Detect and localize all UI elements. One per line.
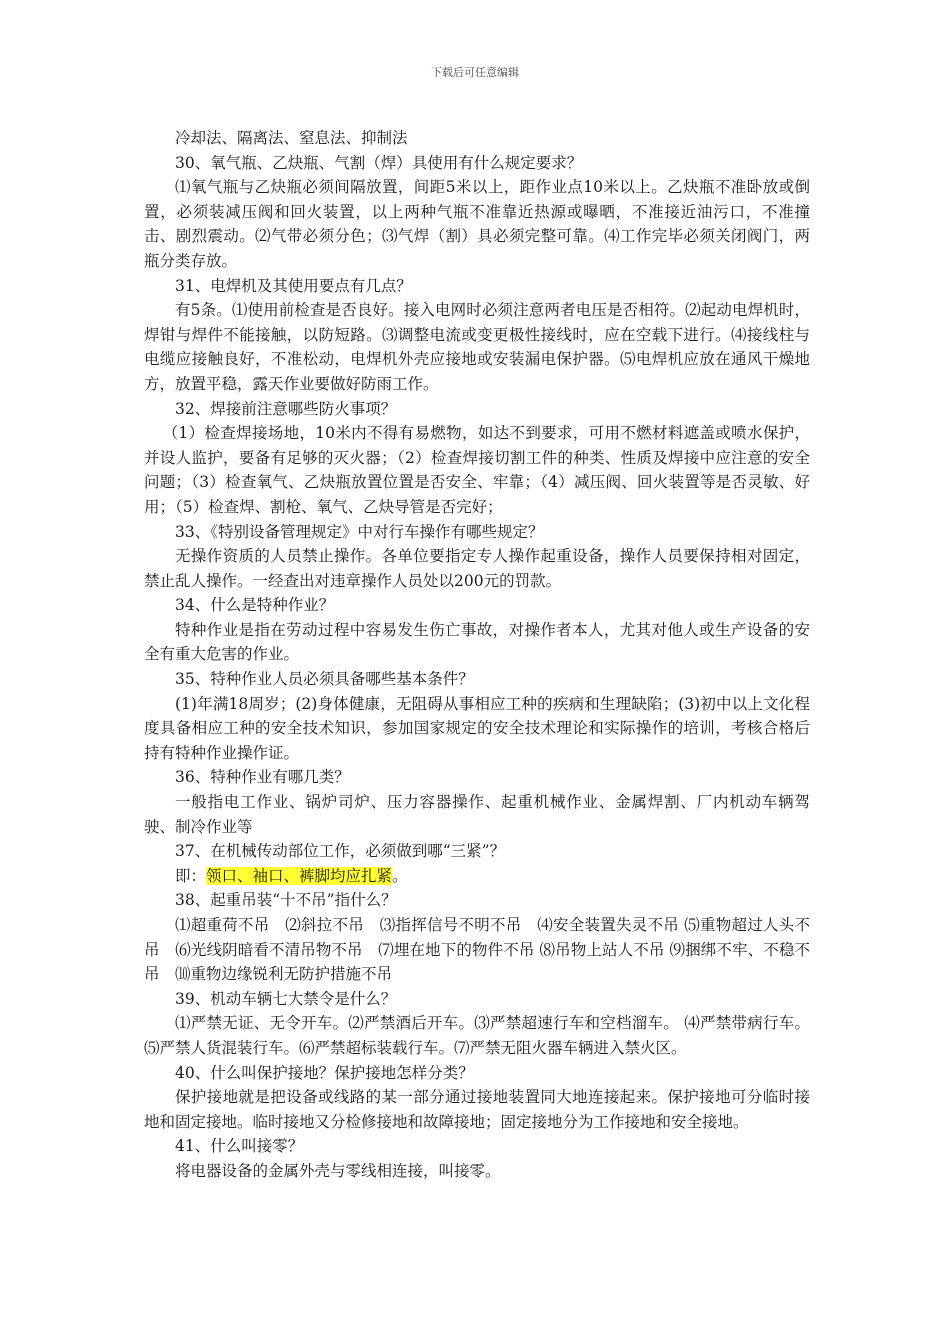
question-36: 36、特种作业有哪几类？ [175,768,350,787]
question-41: 41、什么叫接零？ [175,1137,304,1156]
question-35: 35、特种作业人员必须具备哪些基本条件？ [175,670,474,689]
answer-34: 特种作业是指在劳动过程中容易发生伤亡事故，对操作者本人，尤其对他人或生产设备的安全有重大危害的作业。 [144,620,810,664]
answer-38: ⑴超重荷不吊 ⑵斜拉不吊 ⑶指挥信号不明不吊 ⑷安全装置失灵不吊 ⑸重物超过人头不吊 ⑹光线阴暗看不清吊物不吊 ⑺埋在地下的物件不吊 ⑻吊物上站人不吊 ⑼捆绑不牢、不稳不吊 ⑽重物边缘锐利无防护措施不吊 [144,916,810,984]
answer-31: 有5条。⑴使用前检查是否良好。接入电网时必须注意两者电压是否相符。⑵起动电焊机时，焊钳与焊件不能接触，以防短路。⑶调整电流或变更极性接线时，应在空载下进行。⑷接线柱与电缆应接触良好，不准松动，电焊机外壳应接地或安装漏电保护器。⑸电焊机应放在通风干燥地方，放置平稳，露天作业要做好防雨工作。 [144,301,810,393]
answer-39: ⑴严禁无证、无令开车。⑵严禁酒后开车。⑶严禁超速行车和空档溜车。 ⑷严禁带病行车。⑸严禁人货混装行车。⑹严禁超标装载行车。⑺严禁无阻火器车辆进入禁火区。 [144,1014,810,1057]
question-34: 34、什么是特种作业？ [175,596,335,615]
answer-41: 将电器设备的金属外壳与零线相连接，叫接零。 [175,1161,501,1180]
question-33: 33、《特别设备管理规定》中对行车操作有哪些规定？ [175,522,544,541]
answer-37-suffix: 。 [392,866,408,885]
document-body [144,126,810,1184]
answer-32: （1）检查焊接场地，10米内不得有易燃物，如达不到要求，可用不燃材料遮盖或喷水保护，并设人监护，要备有足够的灭火器；（2）检查焊接切割工件的种类、性质及焊接中应注意的安全问题；（3）检查氧气、乙炔瓶放置位置是否安全、牢靠；（4）减压阀、回火装置等是否灵敏、好用；（5）检查焊、割枪、氧气、乙炔导管是否完好； [144,424,810,516]
question-31: 31、电焊机及其使用要点有几点？ [175,276,412,295]
page-header: 下载后可任意编辑 [431,66,519,79]
question-37: 37、在机械传动部位工作，必须做到哪“三紧”？ [175,842,506,861]
question-40: 40、什么叫保护接地？保护接地怎样分类？ [175,1063,474,1082]
answer-30: ⑴氧气瓶与乙炔瓶必须间隔放置，间距5米以上，距作业点10米以上。乙炔瓶不准卧放或倒置，必须装减压阀和回火装置，以上两种气瓶不准靠近热源或曝晒，不准接近油污口，不准撞击、剧烈震动。⑵气带必须分色；⑶气焊（割）具必须完整可靠。⑷工作完毕必须关闭阀门，两瓶分类存放。 [144,178,810,270]
highlighted-text: 领口、袖口、裤脚均应扎紧 [206,866,393,885]
question-39: 39、机动车辆七大禁令是什么？ [175,989,397,1008]
answer-29: 冷却法、隔离法、窒息法、抑制法 [175,129,408,147]
question-30: 30、氧气瓶、乙炔瓶、气割（焊）具使用有什么规定要求？ [175,153,583,172]
answer-40: 保护接地就是把设备或线路的某一部分通过接地装置同大地连接起来。保护接地可分临时接地和固定接地。临时接地又分检修接地和故障接地；固定接地分为工作接地和安全接地。 [144,1088,810,1131]
answer-37-prefix: 即： [175,866,207,885]
answer-33: 无操作资质的人员禁止操作。各单位要指定专人操作起重设备，操作人员要保持相对固定，禁止乱人操作。一经查出对违章操作人员处以200元的罚款。 [144,547,810,590]
question-38: 38、起重吊装“十不吊”指什么？ [175,891,397,910]
answer-35: (1)年满18周岁；(2)身体健康，无阻碍从事相应工种的疾病和生理缺陷；(3)初中以上文化程度具备相应工种的安全技术知识，参加国家规定的安全技术理论和实际操作的培训，考核合格后持有特种作业操作证。 [144,694,810,762]
question-32: 32、焊接前注意哪些防火事项？ [175,399,397,418]
answer-36: 一般指电工作业、锅炉司炉、压力容器操作、起重机械作业、金属焊割、厂内机动车辆驾驶、制冷作业等 [144,793,810,836]
answer-37 [144,864,810,889]
